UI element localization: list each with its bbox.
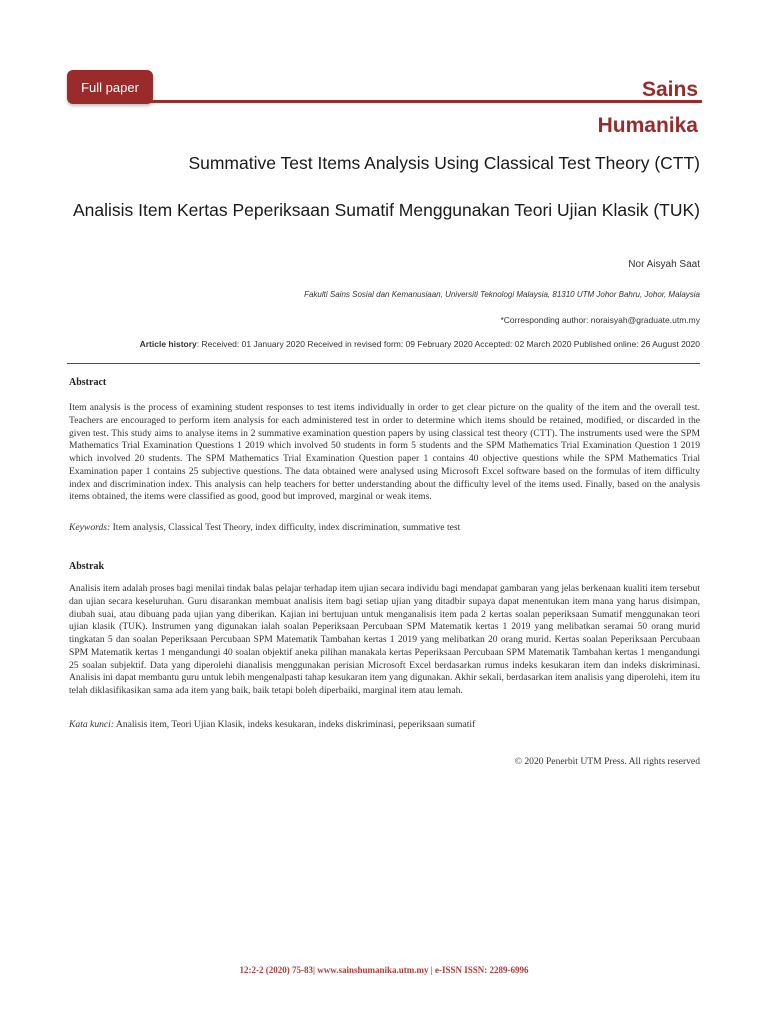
corresponding-author: *Corresponding author: noraisyah@graduate.utm.my (500, 315, 700, 325)
abstract-heading: Abstract (69, 377, 107, 388)
abstrak-keywords (69, 719, 700, 730)
kata-kunci-text: Analisis item, Teori Ujian Klasik, indeks kesukaran, indeks diskriminasi, peperiksaan sumatif (114, 719, 476, 730)
journal-logo-line1: Sains (641, 78, 698, 101)
keywords-label: Keywords: (69, 522, 111, 533)
paper-title-english: Summative Test Items Analysis Using Classical Test Theory (CTT) (188, 153, 700, 173)
article-history-label: Article history (139, 339, 197, 349)
journal-logo (598, 72, 698, 144)
copyright-notice: © 2020 Penerbit UTM Press. All rights reserved (514, 756, 700, 767)
section-divider (67, 363, 700, 364)
article-history (140, 339, 700, 349)
paper-title-malay: Analisis Item Kertas Peperiksaan Sumatif Menggunakan Teori Ujian Klasik (TUK) (72, 200, 700, 220)
abstract-body: Item analysis is the process of examining student responses to test items individually in order to get clear picture on the quality of the item and the overall test. Teachers are encouraged to perform item analysis for each administered test in order to determine which items should be retained, modified, or discarded in the given test. This study aims to analyse items in 2 summative examination question papers by using classical test theory (CTT). The instruments used were the SPM Mathematics Trial Examination Questions 1 2019 which involved 50 students in form 5 students and the SPM Mathematics Trial Examination Question 1 2019 which involved 20 students. The SPM Mathematics Trial Examination Question paper 1 contains 40 objective questions while the SPM Mathematics Trial Examination paper 1 contains 25 subjective questions. The data obtained were analysed using Microsoft Excel software based on the formulas of item difficulty index and discrimination index. This analysis can help teachers for better understanding about the difficulty level of the items used. Finally, based on the analysis items obtained, the items were classified as good, good but improved, marginal or weak items. (69, 402, 700, 503)
abstract-keywords (69, 522, 700, 533)
abstrak-heading: Abstrak (69, 561, 105, 572)
article-type-badge: Full paper (67, 70, 153, 104)
page-footer: 12:2-2 (2020) 75-83| www.sainshumanika.utm.my | e-ISSN ISSN: 2289-6996 (239, 965, 529, 975)
journal-logo-line2: Humanika (597, 114, 698, 137)
keywords-text: Item analysis, Classical Test Theory, index difficulty, index discrimination, summative test (110, 522, 461, 533)
kata-kunci-label: Kata kunci: (69, 719, 115, 730)
article-history-dates: : Received: 01 January 2020 Received in revised form: 09 February 2020 Accepted: 02 March 2020 Published online: 26 August 2020 (196, 339, 700, 349)
author-affiliation: Fakulti Sains Sosial dan Kemanusiaan, Universiti Teknologi Malaysia, 81310 UTM Johor Bahru, Johor, Malaysia (304, 290, 700, 299)
abstrak-body: Analisis item adalah proses bagi menilai tindak balas pelajar terhadap item ujian secara individu bagi mendapat gambaran yang jelas berkenaan kualiti item tersebut dan ujian secara keseluruhan. Guru disarankan membuat analisis item bagi setiap ujian yang ditadbir supaya dapat menentukan item mana yang harus disimpan, diubah suai, atau dibuang pada ujian yang diberikan. Kajian ini bertujuan untuk menganalisis item pada 2 kertas soalan peperiksaan Sumatif menggunakan teori ujian klasik (TUK). Instrumen yang digunakan ialah soalan Peperiksaan Percubaan SPM Matematik kertas 1 2019 yang melibatkan seramai 50 orang murid tingkatan 5 dan soalan Peperiksaan Percubaan SPM Matematik Tambahan kertas 1 2019 yang melibatkan 20 orang murid. Kertas soalan Peperiksaan Percubaan SPM Matematik kertas 1 mengandungi 40 soalan objektif aneka pilihan manakala kertas Peperiksaan Percubaan SPM Matematik Tambahan kertas 1 mengandungi 25 soalan subjektif. Data yang diperolehi dianalisis menggunakan perisian Microsoft Excel berdasarkan rumus indeks kesukaran item dan indeks diskriminasi. Analisis ini dapat membantu guru untuk lebih mengenalpasti tahap kesukaran item yang digunakan. Akhir sekali, berdasarkan item analisis yang diperolehi, item itu telah diklasifikasikan sama ada item yang baik, baik tetapi boleh diperbaiki, marginal item atau lemah. (69, 583, 700, 696)
author-name: Nor Aisyah Saat (628, 259, 700, 270)
